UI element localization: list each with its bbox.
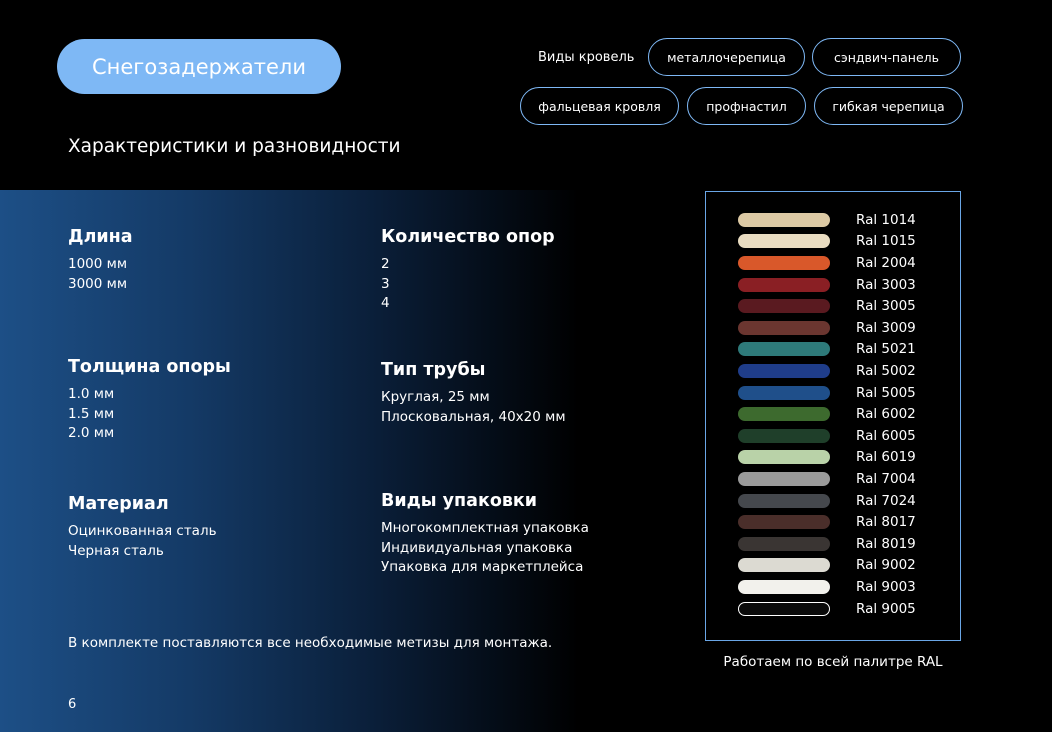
spec-value: Многокомплектная упаковка [381,520,589,536]
color-label: Ral 6019 [856,449,916,466]
color-label: Ral 3009 [856,319,916,336]
color-swatch [738,299,830,313]
spec-value: Оцинкованная сталь [68,523,217,539]
spec-value: 4 [381,295,390,311]
color-swatch [738,602,830,616]
color-swatch [738,429,830,443]
palette-row [706,360,960,382]
spec-thickness [68,355,231,444]
color-label: Ral 1015 [856,233,916,250]
roof-type-metal-tile[interactable]: металлочерепица [648,38,805,76]
color-label: Ral 9005 [856,600,916,617]
palette-row [706,231,960,253]
color-label: Ral 1014 [856,211,916,228]
palette-row [706,317,960,339]
color-swatch [738,364,830,378]
color-label: Ral 8019 [856,535,916,552]
spec-packaging [381,489,589,578]
color-swatch [738,342,830,356]
palette-row [706,447,960,469]
color-swatch [738,494,830,508]
color-label: Ral 5005 [856,384,916,401]
roof-types-label: Виды кровель [538,50,635,65]
spec-value: 1000 мм [68,256,128,272]
color-swatch [738,234,830,248]
color-label: Ral 9002 [856,557,916,574]
palette-row [706,490,960,512]
spec-pipe-type [381,358,566,427]
spec-title: Толщина опоры [68,357,231,377]
palette-row [706,425,960,447]
color-label: Ral 2004 [856,254,916,271]
spec-value: Круглая, 25 мм [381,389,490,405]
page-title: Снегозадержатели [57,39,341,94]
spec-value: 2.0 мм [68,425,115,441]
palette-row [706,555,960,577]
palette-row [706,252,960,274]
spec-title: Количество опор [381,227,555,247]
palette-row [706,403,960,425]
color-label: Ral 7024 [856,492,916,509]
spec-value: Черная сталь [68,542,164,559]
spec-title: Тип трубы [381,360,486,380]
palette-row [706,511,960,533]
spec-title: Материал [68,494,169,514]
spec-value: 2 [381,256,390,272]
color-label: Ral 3005 [856,298,916,315]
color-swatch [738,386,830,400]
color-swatch [738,256,830,270]
color-swatch [738,321,830,335]
section-heading: Характеристики и разновидности [68,136,401,157]
spec-value: 3 [381,275,390,292]
palette-row [706,274,960,296]
color-label: Ral 3003 [856,276,916,293]
palette-row [706,533,960,555]
palette-row [706,576,960,598]
spec-value: Упаковка для маркетплейса [381,559,584,575]
spec-length [68,225,133,294]
color-swatch [738,537,830,551]
color-swatch [738,580,830,594]
spec-value: Индивидуальная упаковка [381,539,573,556]
color-swatch [738,515,830,529]
palette-row [706,598,960,620]
spec-material [68,492,217,561]
color-label: Ral 6005 [856,427,916,444]
spec-title: Виды упаковки [381,491,538,511]
spec-value: 3000 мм [68,275,128,292]
palette-row [706,295,960,317]
palette-row [706,468,960,490]
roof-type-sandwich-panel[interactable]: сэндвич-панель [812,38,961,76]
palette-row [706,339,960,361]
color-swatch [738,407,830,421]
color-label: Ral 7004 [856,470,916,487]
palette-row [706,209,960,231]
color-swatch [738,558,830,572]
spec-value: 1.0 мм [68,386,115,402]
color-swatch [738,450,830,464]
roof-type-seam-roof[interactable]: фальцевая кровля [520,87,679,125]
color-swatch [738,472,830,486]
footnote: В комплекте поставляются все необходимые метизы для монтажа. [68,635,553,651]
palette-row [706,382,960,404]
spec-value: Плосковальная, 40х20 мм [381,408,566,425]
spec-title: Длина [68,227,133,247]
ral-palette [705,191,961,641]
palette-caption: Работаем по всей палитре RAL [723,654,943,670]
roof-type-flexible-tile[interactable]: гибкая черепица [814,87,963,125]
spec-value: 1.5 мм [68,405,115,422]
color-label: Ral 9003 [856,578,916,595]
color-swatch [738,278,830,292]
color-label: Ral 5021 [856,341,916,358]
color-label: Ral 6002 [856,406,916,423]
page-number: 6 [68,697,77,712]
spec-supports [381,225,555,314]
color-label: Ral 8017 [856,514,916,531]
color-label: Ral 5002 [856,362,916,379]
color-swatch [738,213,830,227]
roof-type-profiled-sheet[interactable]: профнастил [687,87,806,125]
